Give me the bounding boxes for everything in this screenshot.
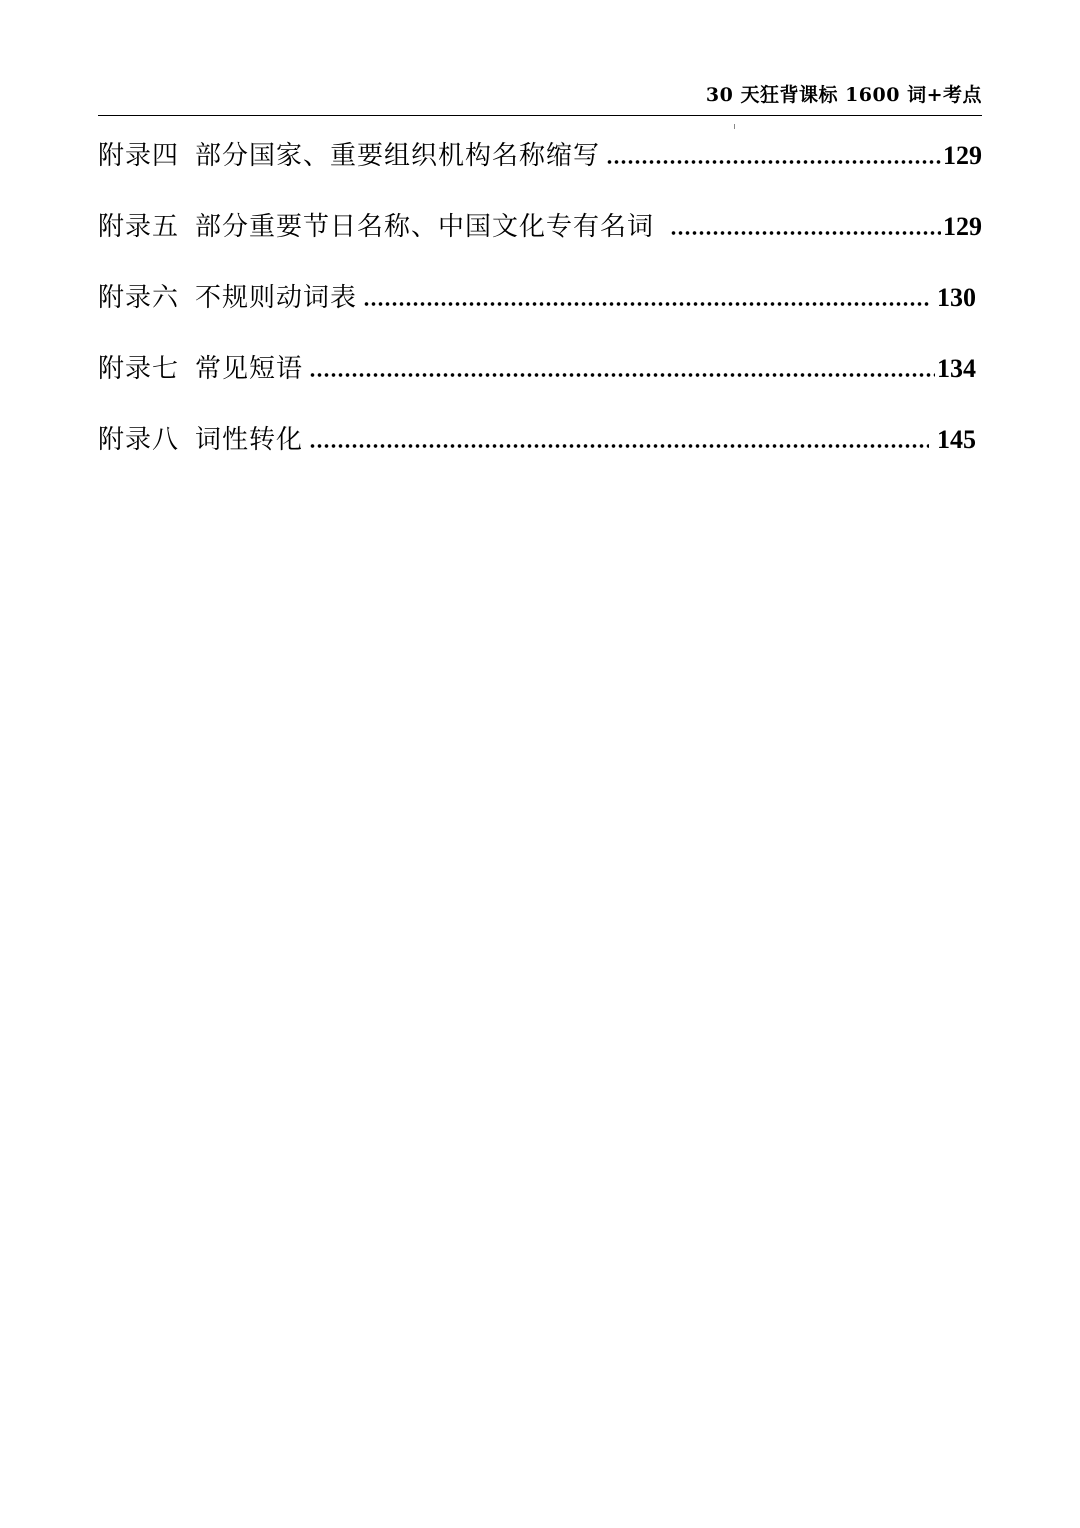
- toc-entry-page: 129: [943, 141, 982, 170]
- dot-leader: [670, 229, 941, 237]
- toc-entry-page: 130: [937, 283, 976, 312]
- toc-entry[interactable]: [98, 136, 982, 176]
- toc-entry-page: 134: [937, 354, 976, 383]
- toc-entry-title: 常见短语: [195, 354, 304, 384]
- toc-entry-page: 129: [943, 212, 982, 241]
- dot-leader: [309, 442, 929, 450]
- toc-entry-label: 附录七: [98, 354, 180, 384]
- page-header: [98, 76, 982, 116]
- dot-leader: [309, 371, 935, 379]
- toc-entry-label: 附录六: [98, 283, 180, 313]
- toc-entry[interactable]: [98, 207, 982, 247]
- toc-entry-title: 部分重要节日名称、中国文化专有名词: [195, 212, 655, 242]
- toc-entry-title: 词性转化: [195, 425, 304, 455]
- toc-entry-label: 附录八: [98, 425, 180, 455]
- toc-entry[interactable]: [98, 278, 976, 318]
- toc-entry[interactable]: [98, 420, 976, 460]
- header-title: 30 天狂背课标 1600 词+考点: [705, 84, 982, 106]
- toc-entry[interactable]: [98, 349, 976, 389]
- toc-entry-label: 附录五: [98, 212, 180, 242]
- dot-leader: [606, 158, 941, 166]
- toc-entry-title: 部分国家、重要组织机构名称缩写: [195, 141, 601, 171]
- toc-entry-title: 不规则动词表: [195, 283, 358, 313]
- toc-entry-label: 附录四: [98, 141, 180, 171]
- dot-leader: [363, 300, 929, 308]
- scan-mark: [734, 124, 735, 129]
- toc-entry-page: 145: [937, 425, 976, 454]
